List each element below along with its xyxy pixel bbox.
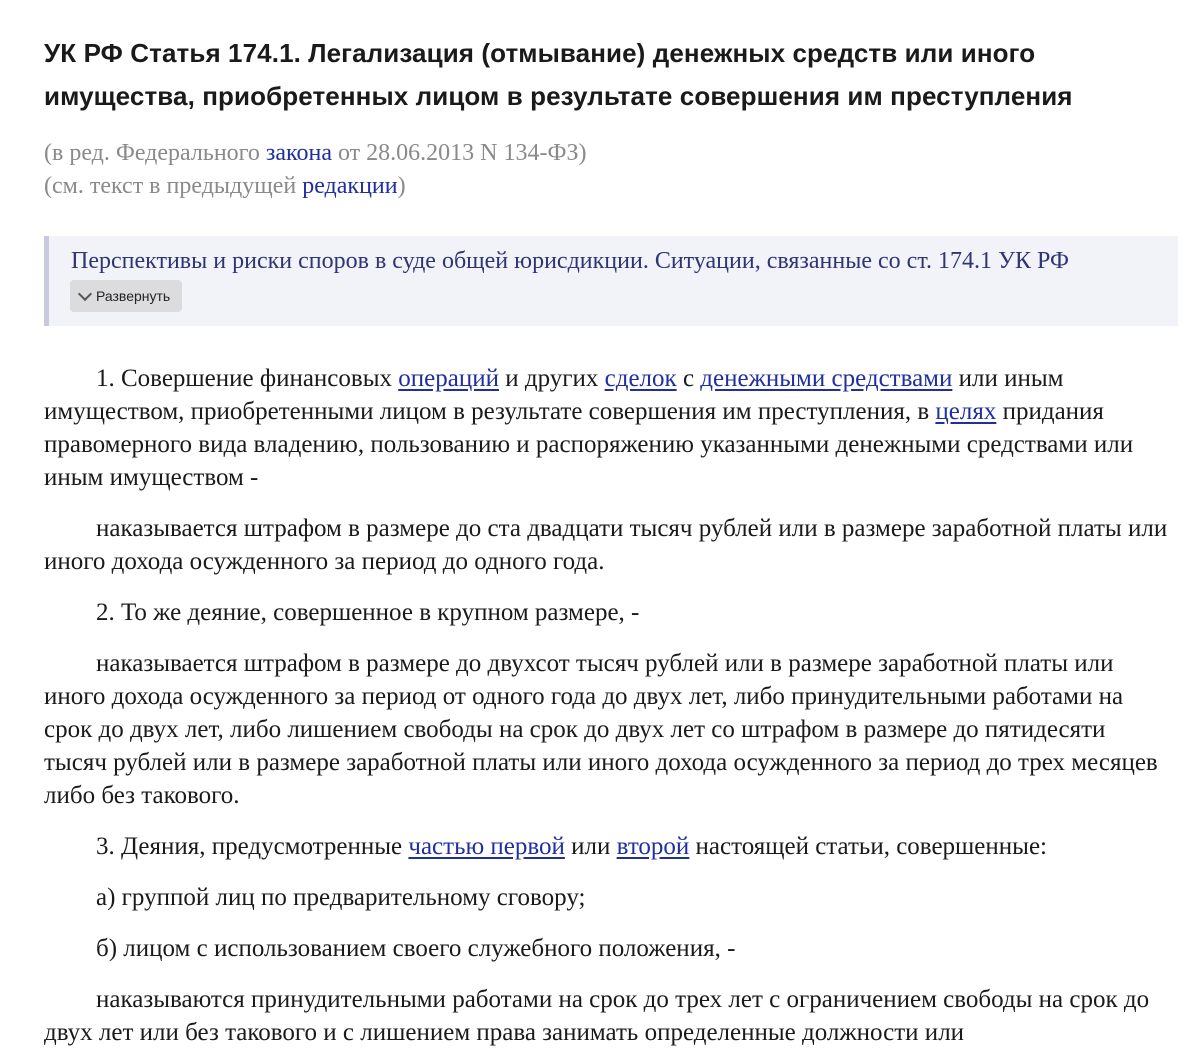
article-body (44, 362, 1174, 1059)
text-segment: настоящей статьи, совершенные: (689, 833, 1047, 860)
expand-button-label: Развернуть (96, 288, 171, 304)
edition-line-1-suffix: от 28.06.2013 N 134-ФЗ) (331, 140, 587, 166)
edition-line-1 (44, 137, 586, 170)
edition-line-2 (44, 170, 586, 203)
edition-line-2-suffix: ) (397, 173, 406, 199)
chevron-down-icon (78, 286, 92, 300)
part-two-link[interactable]: второй (616, 833, 690, 860)
paragraph-penalty-1: наказывается штрафом в размере до ста двадцати тысяч рублей или в размере заработной платы или иного дохода осужденного за период до одного года. (44, 515, 1168, 575)
paragraph-item-a: а) группой лиц по предварительному сговору; (96, 884, 586, 911)
edition-line-2-prefix: (см. текст в предыдущей (44, 173, 303, 199)
court-practice-callout (44, 236, 1178, 326)
purposes-link[interactable]: целях (935, 398, 997, 425)
previous-edition-link[interactable]: редакции (302, 173, 398, 199)
paragraph-penalty-3: наказываются принудительными работами на срок до трех лет с ограничением свободы на срок до двух лет или без такового и с лишением права занимать определенные должности или (44, 986, 1150, 1046)
paragraph-part-2: 2. То же деяние, совершенное в крупном размере, - (96, 599, 640, 626)
expand-button[interactable] (70, 280, 182, 312)
edition-line-1-prefix: (в ред. Федерального (44, 140, 266, 166)
law-link[interactable]: закона (265, 140, 332, 166)
article-title: УК РФ Статья 174.1. Легализация (отмывание) денежных средств или иного имущества, приобретенных лицом в результате совершения им преступления (44, 38, 1073, 111)
paragraph-penalty-2: наказывается штрафом в размере до двухсот тысяч рублей или в размере заработной платы или иного дохода осужденного за период от одного года до двух лет, либо принудительными работами на срок до двух лет, либо лишением свободы на срок до двух лет со штрафом в размере до пятидесяти тысяч рублей или в размере заработной платы или иного дохода осужденного за период до трех месяцев либо без такового. (44, 650, 1158, 809)
text-segment: 1. Совершение финансовых (96, 365, 399, 392)
deals-link[interactable]: сделок (604, 365, 677, 392)
text-segment: и других (498, 365, 605, 392)
text-segment: 3. Деяния, предусмотренные (96, 833, 409, 860)
edition-note (44, 137, 586, 203)
text-segment: или (564, 833, 617, 860)
text-segment: с (676, 365, 701, 392)
callout-title[interactable]: Перспективы и риски споров в суде общей юрисдикции. Ситуации, связанные со ст. 174.1 УК РФ (71, 248, 1069, 274)
part-one-link[interactable]: частью первой (408, 833, 565, 860)
paragraph-part-3 (44, 830, 1174, 863)
text-segment: придания правомерного вида владению, пользованию и распоряжению указанными денежными средствами или иным имуществом - (44, 398, 1134, 491)
funds-link[interactable]: денежными средствами (700, 365, 953, 392)
text-segment: или иным имуществом, приобретенными лицом в результате совершения им преступления, в (44, 365, 1064, 425)
paragraph-part-1 (44, 362, 1174, 494)
operations-link[interactable]: операций (398, 365, 499, 392)
paragraph-item-b: б) лицом с использованием своего служебного положения, - (96, 935, 736, 962)
